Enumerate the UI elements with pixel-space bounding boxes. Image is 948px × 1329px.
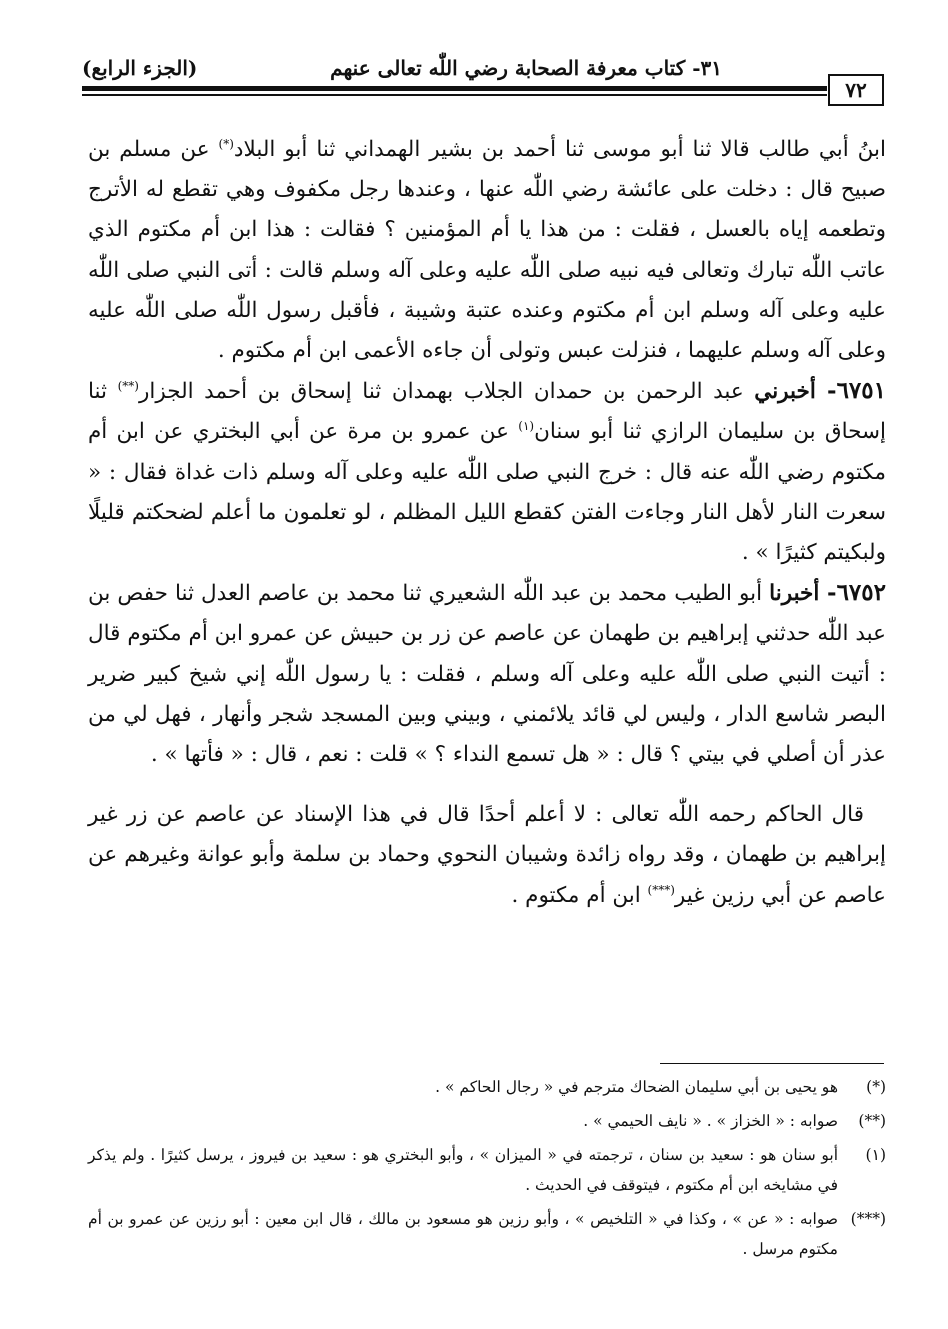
footnote (88, 1140, 886, 1200)
paragraph-1 (88, 130, 886, 371)
hadith-6752 (88, 573, 886, 775)
footnote (88, 1204, 886, 1264)
hakim-comment (88, 795, 886, 916)
hadith-keyword: أخبرني (754, 379, 828, 405)
p2-text-2: ثنا إسحاق بن سليمان الرازي ثنا أبو سنان (88, 379, 886, 445)
hadith-number: ٦٧٥٢- (827, 579, 886, 607)
footnote-text: صوابه : « عن » ، وكذا في « التلخيص » ، وأبو رزين هو مسعود بن مالك ، قال ابن معين : أبو رزين عن عمرو بن أم مكتوم مرسل . (88, 1210, 838, 1258)
footnote (88, 1072, 886, 1102)
p4-text-2: ابن أم مكتوم . (511, 882, 648, 908)
chapter-title: ٣١- كتاب معرفة الصحابة رضي اللّٰه تعالى عنهم (330, 56, 722, 80)
footnote-text: أبو سنان هو : سعيد بن سنان ، ترجمته في « الميزان » ، وأبو البختري هو : سعيد بن فيروز ، يرسل كثيرًا . ولم يذكر في مشايخه ابن أم مكتوم ، فيتوقف في الحديث . (88, 1146, 838, 1194)
footnote-mark: (***) (850, 1210, 886, 1228)
footnote-text: صوابه : « الخزاز » . « نايف الحيمي » . (583, 1112, 838, 1130)
footnote-mark: (١) (865, 1146, 886, 1164)
hadith-number: ٦٧٥١- (827, 377, 886, 405)
footnote-mark: (*) (866, 1078, 886, 1096)
footnote-text: هو يحيى بن أبي سليمان الضحاك مترجم في « رجال الحاكم » . (435, 1078, 838, 1096)
footnote-ref-1: (١) (518, 419, 535, 434)
header-rule-thick (82, 86, 827, 91)
running-header (82, 50, 872, 90)
footnote-ref-3star: (***) (647, 882, 675, 897)
p1-text-1: ابنُ أبي طالب قالا ثنا أبو موسى ثنا أحمد بن بشير الهمداني ثنا أبو البلاد (233, 137, 886, 162)
footnote-ref-star: (*) (218, 136, 234, 151)
p4-text-1: قال الحاكم رحمه اللّٰه تعالى : لا أعلم أحدًا قال في هذا الإسناد عن عاصم عن زر غير إبراهيم بن طهمان ، وقد رواه زائدة وشيبان النحوي وحماد بن سلمة وأبو عوانة وغيرهم عن عاصم عن أبي رزين غير (88, 802, 886, 908)
header-rule-thin (82, 94, 827, 96)
footnote-mark: (**) (858, 1112, 886, 1130)
footnote-ref-2star: (**) (117, 379, 139, 394)
hadith-keyword: أخبرنا (769, 581, 828, 607)
hadith-6751 (88, 371, 886, 573)
volume-label: (الجزء الرابع) (82, 56, 198, 80)
p2-text-3: عن عمرو بن مرة عن أبي البختري عن ابن أم مكتوم رضي اللّٰه عنه قال : خرج النبي صلى اللّٰه عليه وعلى آله وسلم ذات غداة فقال : « سعرت النار لأهل النار وجاءت الفتن كقطع الليل المظلم ، لو تعلمون ما أعلم لضحكتم قليلًا ولبكيتم كثيرًا » . (88, 419, 886, 566)
footnotes (88, 1072, 886, 1268)
p2-text-1: عبد الرحمن بن حمدان الجلاب بهمدان ثنا إسحاق بن أحمد الجزار (138, 379, 755, 405)
p1-text-2: عن مسلم بن صبيح قال : دخلت على عائشة رضي اللّٰه عنها ، وعندها رجل مكفوف وهي تقطع له الأترج وتطعمه إياه بالعسل ، فقلت : من هذا يا أم المؤمنين ؟ فقالت : هذا ابن أم مكتوم الذي عاتب اللّٰه تبارك وتعالى فيه نبيه صلى اللّٰه عليه وعلى آله وسلم قالت : أتى النبي صلى اللّٰه عليه وعلى آله وسلم ابن أم مكتوم وعنده عتبة وشيبة ، فأقبل رسول اللّٰه صلى اللّٰه عليه وعلى آله وسلم عليهما ، فنزلت عبس وتولى أن جاءه الأعمى ابن أم مكتوم . (88, 137, 886, 364)
footnote (88, 1106, 886, 1136)
footnote-separator (660, 1063, 884, 1064)
page-number: ٧٢ (828, 74, 884, 106)
p3-text-1: أبو الطيب محمد بن عبد اللّٰه الشعيري ثنا محمد بن عاصم العدل ثنا حفص بن عبد اللّٰه حدثني إبراهيم بن طهمان عن عاصم عن زر بن حبيش عن عمرو ابن أم مكتوم قال : أتيت النبي صلى اللّٰه عليه وعلى آله وسلم ، فقلت : يا رسول اللّٰه إني شيخ كبير ضرير البصر شاسع الدار ، وليس لي قائد يلائمني ، وبيني وبين المسجد شجر وأنهار ، فهل لي من عذر أن أصلي في بيتي ؟ قال : « هل تسمع النداء ؟ » قلت : نعم ، قال : « فأتها » . (88, 581, 886, 768)
main-text (88, 130, 886, 916)
